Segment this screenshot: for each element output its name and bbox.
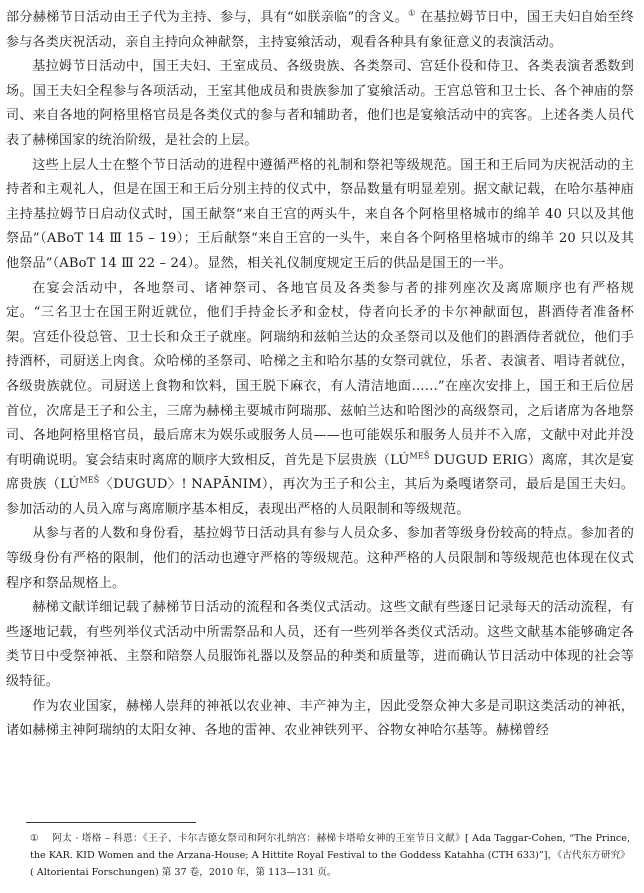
footnote <box>30 830 630 881</box>
paragraph-2: 基拉姆节日活动中，国王夫妇、王室成员、各级贵族、各类祭司、宫廷仆役和侍卫、各类表演者悉数到场。国王夫妇全程参与各项活动，王室其他成员和贵族参加了宴飨活动。王宫总管和卫士长、各个神庙的祭司、来自各地的阿格里格官员是各类仪式的参与者和辅助者，他们也是宴飨活动中的宾客。上述各类人员代表了赫梯国家的统治阶级，是社会的上层。 <box>6 59 634 148</box>
document-page <box>6 6 634 744</box>
paragraph-5: 从参与者的人数和身份看，基拉姆节日活动具有参与人员众多、参加者等级身份较高的特点。参加者的等级身份有严格的限制，他们的活动也遵守严格的等级规范。这种严格的人员限制和等级规范也体现在仪式程序和祭品规格上。 <box>6 526 634 591</box>
paragraph-4-text-c: 〈DUGUD〉! NAPĀNIM），再次为王子和公主，其后为桑嘎诸祭司，最后是国王夫妇。参加活动的人员入席与离席顺序基本相反，表现出严格的人员限制和等级规范。 <box>6 477 634 517</box>
superscript-mes-2: MEŠ <box>79 475 100 485</box>
footnote-text: 阿太 · 塔格 – 科恩：《王子、卡尔吉德女祭司和阿尔扎纳宫：赫梯卡塔哈女神的王室节日文献》[ Ada Taggar-Cohen, “The Prince, the KAR. KID Women and the Arzana-House; A Hittite Royal Festival to the Goddess Katahha (CTH 633)”]，《古代东方研究》( Altorientai Forschungen) 第 37 卷，2010 年，第 113—131 页。 <box>30 833 630 878</box>
paragraph-7: 作为农业国家，赫梯人崇拜的神祇以农业神、丰产神为主，因此受祭众神大多是司职这类活动的神祇，诸如赫梯主神阿瑞纳的太阳女神、各地的雷神、农业神铁列平、谷物女神哈尔基等。赫梯曾经 <box>6 698 634 739</box>
paragraph-1-text: 部分赫梯节日活动由王子代为主持、参与，具有“如朕亲临”的含义。 <box>6 10 409 25</box>
footnote-marker: ① <box>30 833 39 844</box>
paragraph-6: 赫梯文献详细记载了赫梯节日活动的流程和各类仪式活动。这些文献有些逐日记录每天的活动流程，有些逐地记载，有些列举仪式活动中所需祭品和人员，还有一些列举各类仪式活动。这些文献基本能够确定各类节日中受祭神祇、主祭和陪祭人员服饰礼器以及祭品的种类和质量等，进而确认节日活动中体现的社会等级特征。 <box>6 600 634 690</box>
paragraph-1 <box>6 6 634 55</box>
superscript-mes-1: MEŠ <box>409 451 430 461</box>
paragraph-3: 这些上层人士在整个节日活动的进程中遵循严格的礼制和祭祀等级规范。国王和王后同为庆祝活动的主持者和主观礼人，但是在国王和王后分别主持的仪式中，祭品数量有明显差别。据文献记载，在哈尔基神庙主持基拉姆节日启动仪式时，国王献祭“来自王宫的两头牛，来自各个阿格里格城市的绵羊 40 只以及其他祭品”（ABoT 14 Ⅲ 15 – 19）；王后献祭“来自王宫的一头牛，来自各个阿格里格城市的绵羊 20 只以及其他祭品”（ABoT 14 Ⅲ 22 – 24）。显然，相关礼仪制度规定王后的供品是国王的一半。 <box>6 157 634 271</box>
paragraph-4 <box>6 277 634 523</box>
footnote-reference[interactable]: ① <box>408 8 416 18</box>
paragraph-4-text-b: DUGUD ERIG）离席，其次是宴席贵族（LÚ <box>6 452 635 493</box>
paragraph-1-text-cont: 在基拉姆节日中，国王夫妇自始至终参与各类庆祝活动，亲自主持向众神献祭，主持宴飨活动，观看各种具有象征意义的表演活动。 <box>6 10 634 50</box>
paragraph-4-text: 在宴会活动中，各地祭司、诸神祭司、各地官员及各类参与者的排列座次及离席顺序也有严格规定。“三名卫士在国王附近就位，他们手持金长矛和金杖，侍者向长矛的卡尔神献面包，斟酒侍者准备杯架。宫廷仆役总管、卫士长和众王子就座。阿瑞纳和兹帕兰达的众圣祭司以及他们的斟酒侍者就位，他们手持酒杯，司厨送上肉食。众哈梯的圣祭司、哈梯之主和哈尔基的女祭司就位，乐者、表演者、唱诗者就位，各级贵族就位。司厨送上食物和饮料，国王脱下麻衣，有人清洁地面……”在座次安排上，国王和王后位居首位，次席是王子和公主，三席为赫梯主要城市阿瑞那、兹帕兰达和哈图沙的高级祭司，之后诸席为各地祭司、各地阿格里格官员，最后席末为娱乐或服务人员——也可能娱乐和服务人员并不入席，文献中对此并没有明确说明。宴会结束时离席的顺序大致相反，首先是下层贵族（LÚ <box>6 280 634 468</box>
footnote-divider <box>26 822 196 823</box>
